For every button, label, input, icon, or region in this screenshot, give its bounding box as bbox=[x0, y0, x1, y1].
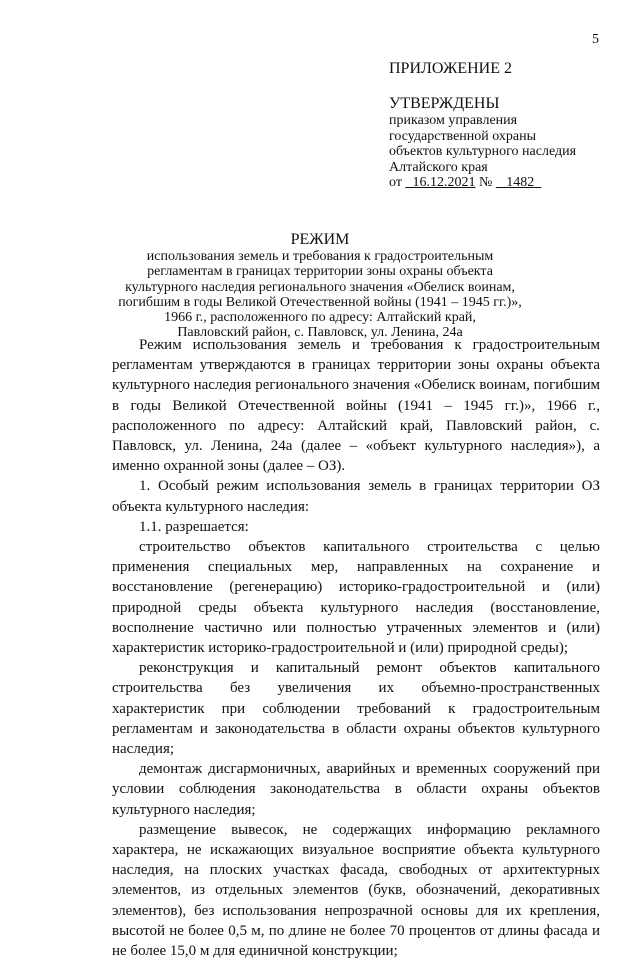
approval-block bbox=[389, 95, 576, 191]
paragraph-signage: размещение вывесок, не содержащих информацию рекламного характера, не искажающих визуальное восприятие объекта культурного наследия, на плоских участках фасада, свободных от архитектурных элементов, из отдельных элементов (букв, обозначений, декоративных элементов), без использования непрозрачной основы для их крепления, высотой не более 0,5 м, по длине не более 70 процентов от длины фасада и не более 15,0 м для единичной конструкции; bbox=[112, 821, 600, 960]
approval-line: Алтайского края bbox=[389, 159, 488, 175]
appendix-label: ПРИЛОЖЕНИЕ 2 bbox=[389, 60, 513, 77]
approval-line: объектов культурного наследия bbox=[389, 144, 577, 159]
approval-heading: УТВЕРЖДЕНЫ bbox=[389, 95, 500, 112]
date-prefix: от bbox=[389, 175, 406, 190]
title-line: культурного наследия регионального значения «Обелиск воинам, bbox=[125, 279, 515, 295]
approval-number: 1482 bbox=[506, 175, 535, 190]
number-prefix: № bbox=[475, 175, 496, 190]
document-body bbox=[112, 335, 600, 961]
paragraph-reconstruction: реконструкция и капитальный ремонт объектов капитального строительства без увеличения их объемно-пространственных характеристик при соблюдении требований к градостроительным регламентам и законодательства в области охраны объектов культурного наследия; bbox=[112, 660, 600, 758]
approval-date-line bbox=[389, 175, 576, 191]
approval-date: 16.12.2021 bbox=[412, 175, 476, 190]
document-title bbox=[100, 231, 540, 341]
title-line: регламентам в границах территории зоны охраны объекта bbox=[147, 264, 493, 280]
title-line: Павловский район, с. Павловск, ул. Ленина, 24а bbox=[177, 325, 463, 341]
title-line: 1966 г., расположенного по адресу: Алтайский край, bbox=[164, 310, 476, 326]
title-line: использования земель и требования к градостроительным bbox=[146, 249, 494, 264]
paragraph-construction: строительство объектов капитального строительства с целью применения специальных мер, направленных на сохранение и восстановление (регенерацию) историко-градостроительной и (или) природной среды объекта культурного наследия (восстановление, восполнение частично или полностью утраченных элементов и (или) характеристик историко-градостроительной и (или) природной среды); bbox=[112, 539, 600, 657]
approval-line: государственной охраны bbox=[389, 128, 537, 144]
paragraph-intro: Режим использования земель и требования к градостроительным регламентам утверждаются в границах территории зоны охраны объекта культурного наследия регионального значения «Обелиск воинам, погибшим в годы Великой Отечественной войны (1941 – 1945 гг.)», 1966 г., расположенного по адресу: Алтайский край, Павловский район, с. Павловск, ул. Ленина, 24а (далее – «объект культурного наследия»), а именно охранной зоны (далее – ОЗ). bbox=[112, 337, 600, 475]
title-line: погибшим в годы Великой Отечественной войны (1941 – 1945 гг.)», bbox=[118, 294, 522, 310]
title-heading: РЕЖИМ bbox=[290, 231, 350, 248]
approval-line: приказом управления bbox=[389, 113, 518, 128]
paragraph-subsection-1-1: 1.1. разрешается: bbox=[139, 518, 249, 535]
paragraph-section-1: 1. Особый режим использования земель в границах территории ОЗ объекта культурного наследия: bbox=[112, 478, 600, 515]
paragraph-demolition: демонтаж дисгармоничных, аварийных и временных сооружений при условии соблюдения законодательства в области охраны объектов культурного наследия; bbox=[112, 761, 600, 818]
page-number: 5 bbox=[592, 32, 599, 47]
